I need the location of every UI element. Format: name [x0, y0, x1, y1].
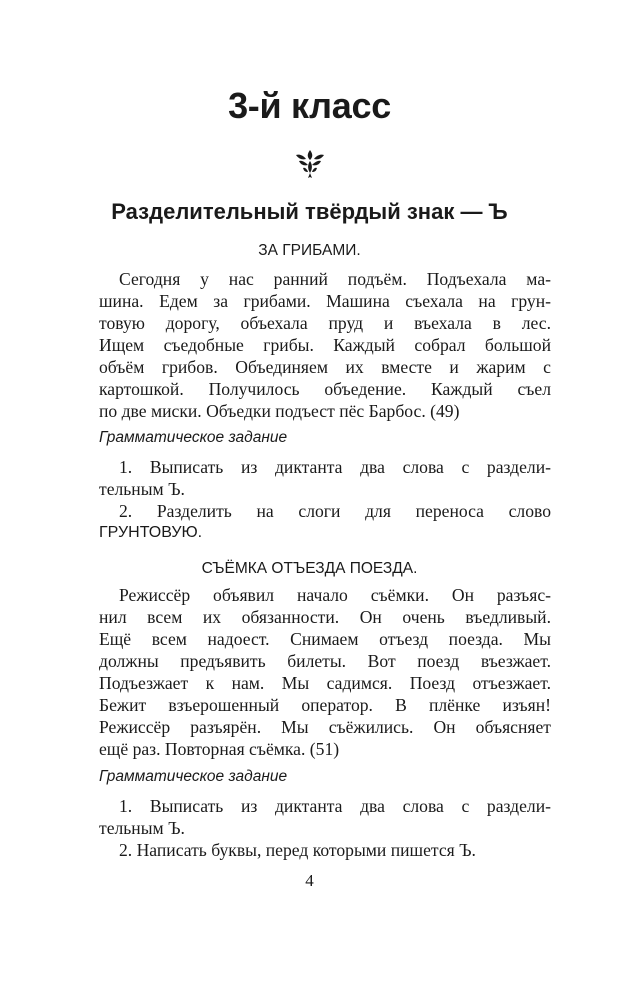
dictation-text	[99, 584, 551, 760]
task-item	[99, 839, 551, 861]
task-line: 1. Выписать из диктанта два слова с раздели-	[119, 796, 551, 816]
text-line: Ищем съедобные грибы. Каждый собрал большой	[99, 335, 551, 355]
topic-heading: Разделительный твёрдый знак — Ъ	[111, 199, 508, 224]
text-line: по две миски. Объедки подъест пёс Барбос. (49)	[99, 401, 460, 421]
task-item	[99, 456, 551, 500]
text-line: Режиссёр объявил начало съёмки. Он разъяс-	[119, 585, 551, 605]
task-item	[99, 795, 551, 839]
text-line: картошкой. Получилось объедение. Каждый съел	[99, 379, 551, 399]
task-line: тельным Ъ.	[99, 818, 185, 838]
text-line: товую дорогу, объехала пруд и въехала в лес.	[99, 313, 551, 333]
task-line: ГРУНТОВУЮ.	[99, 524, 203, 541]
text-line: нил всем их обязанности. Он очень въедливый.	[99, 607, 551, 627]
dictation-title: ЗА ГРИБАМИ.	[258, 242, 361, 259]
dictation-text	[99, 268, 551, 422]
task-heading: Грамматическое задание	[99, 429, 288, 446]
task-line: 2. Написать буквы, перед которыми пишется Ъ.	[119, 840, 476, 860]
text-line: Бежит взъерошенный оператор. В плёнке изъян!	[99, 695, 551, 715]
task-line: 2. Разделить на слоги для переноса слово	[119, 501, 551, 521]
task-line: 1. Выписать из диктанта два слова с раздели-	[119, 457, 551, 477]
task-heading: Грамматическое задание	[99, 768, 288, 785]
floral-vignette-icon	[292, 146, 328, 182]
text-line: Ещё всем надоест. Снимаем отъезд поезда. Мы	[99, 629, 551, 649]
text-line: должны предъявить билеты. Вот поезд въезжает.	[99, 651, 551, 671]
text-line: Сегодня у нас ранний подъём. Подъехала ма-	[119, 269, 551, 289]
task-line: тельным Ъ.	[99, 479, 185, 499]
task-item	[99, 500, 551, 544]
text-line: объём грибов. Объединяем их вместе и жарим с	[99, 357, 551, 377]
text-line: ещё раз. Повторная съёмка. (51)	[99, 739, 340, 759]
text-line: Подъезжает к нам. Мы садимся. Поезд отъезжает.	[99, 673, 551, 693]
page-title: 3-й класс	[228, 85, 391, 126]
text-line: шина. Едем за грибами. Машина съехала на грун-	[99, 291, 551, 311]
text-line: Режиссёр разъярён. Мы съёжились. Он объясняет	[99, 717, 551, 737]
dictation-title: СЪЁМКА ОТЪЕЗДА ПОЕЗДА.	[201, 560, 418, 577]
page-number: 4	[305, 871, 314, 890]
